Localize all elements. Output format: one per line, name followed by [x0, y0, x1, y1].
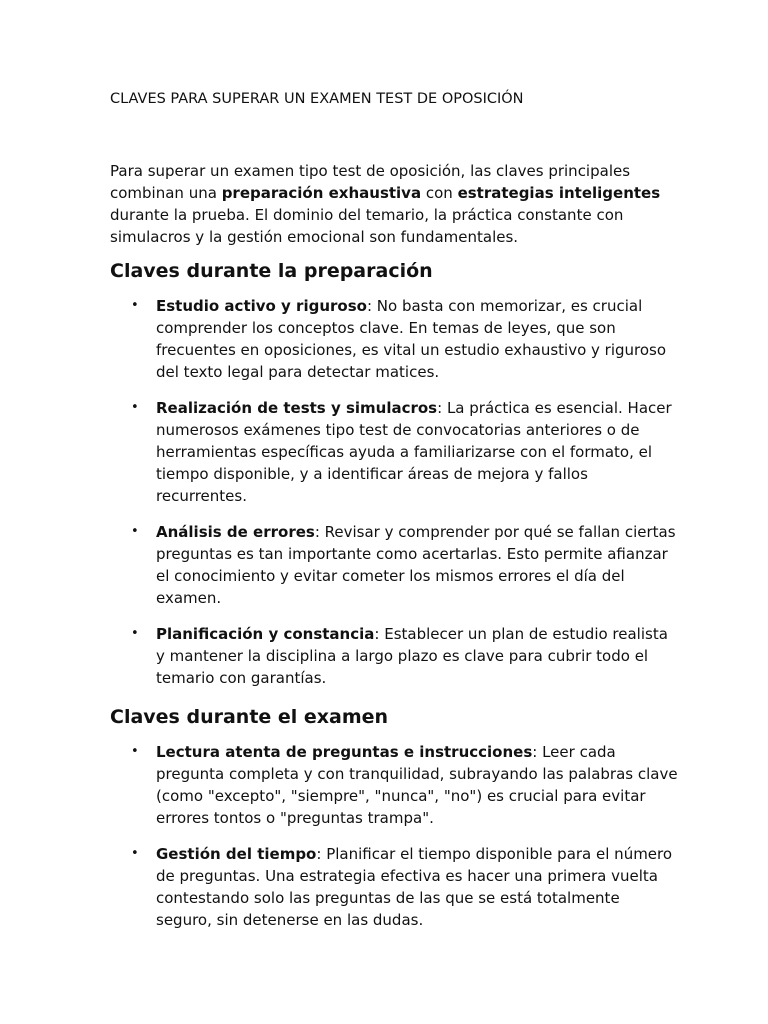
list-item: [110, 741, 678, 829]
list-item-text: : Leer cada pregunta completa y con tranquilidad, subrayando las palabras clave (como "excepto", "siempre", "nunca", "no") es crucial para evitar errores tontos o "preguntas trampa".: [156, 743, 678, 827]
list-item-text: : Planificar el tiempo disponible para el número de preguntas. Una estrategia efectiva es hacer una primera vuelta contestando solo las preguntas de las que se está totalmente seguro, sin detenerse en las dudas.: [156, 845, 673, 929]
list-item: [110, 521, 678, 609]
section-heading-preparacion: Claves durante la preparación: [110, 260, 433, 282]
list-item: [110, 843, 678, 931]
bullet-icon: •: [131, 626, 139, 641]
list-item: [110, 295, 678, 383]
list-item-text: : Establecer un plan de estudio realista y mantener la disciplina a largo plazo es clave para cubrir todo el temario con garantías.: [156, 625, 668, 687]
section-heading-examen: Claves durante el examen: [110, 706, 389, 728]
bullet-icon: •: [131, 846, 139, 861]
document-title: CLAVES PARA SUPERAR UN EXAMEN TEST DE OPOSICIÓN: [110, 91, 524, 107]
bullet-list-examen: [110, 741, 678, 931]
list-item-text: : La práctica es esencial. Hacer numerosos exámenes tipo test de convocatorias anteriores o de herramientas específicas ayuda a familiarizarse con el formato, el tiempo disponible, y a identificar áreas de mejora y fallos recurrentes.: [156, 399, 672, 505]
list-item-text: : No basta con memorizar, es crucial comprender los conceptos clave. En temas de leyes, que son frecuentes en oposiciones, es vital un estudio exhaustivo y riguroso del texto legal para detectar matices.: [156, 297, 667, 381]
intro-bold-2: estrategias inteligentes: [457, 184, 661, 202]
list-item-term: Lectura atenta de preguntas e instrucciones: [156, 743, 533, 761]
list-item-term: Análisis de errores: [156, 523, 315, 541]
list-item-text: : Revisar y comprender por qué se fallan ciertas preguntas es tan importante como acertarlas. Esto permite afianzar el conocimiento y evitar cometer los mismos errores el día del examen.: [156, 523, 676, 607]
bullet-list-preparacion: [110, 295, 678, 689]
list-item: [110, 623, 678, 689]
bullet-icon: •: [131, 298, 139, 313]
intro-bold-1: preparación exhaustiva: [221, 184, 422, 202]
list-item: [110, 397, 678, 507]
intro-text-3: durante la prueba. El dominio del temario, la práctica constante con simulacros y la gestión emocional son fundamentales.: [110, 206, 624, 246]
list-item-term: Estudio activo y riguroso: [156, 297, 367, 315]
list-item-term: Planificación y constancia: [156, 625, 375, 643]
list-item-term: Gestión del tiempo: [156, 845, 317, 863]
bullet-icon: •: [131, 400, 139, 415]
bullet-icon: •: [131, 524, 139, 539]
intro-paragraph: [110, 160, 678, 248]
list-item-term: Realización de tests y simulacros: [156, 399, 438, 417]
bullet-icon: •: [131, 744, 139, 759]
intro-text-2: con: [421, 184, 458, 202]
intro-text-1: Para superar un examen tipo test de oposición, las claves principales combinan una: [110, 162, 631, 202]
